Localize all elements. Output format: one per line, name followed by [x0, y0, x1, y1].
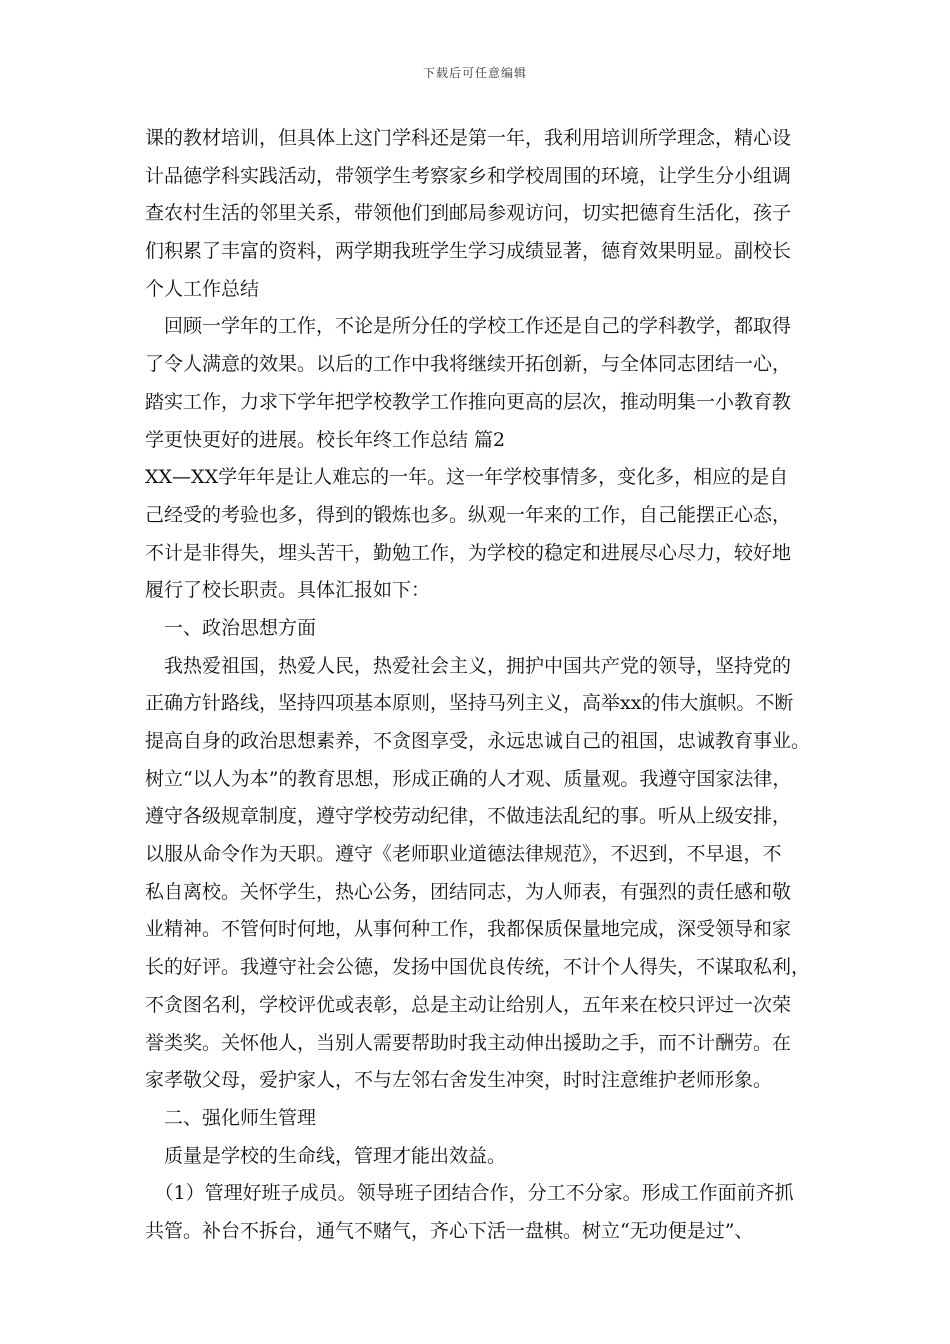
text-line: 学更快更好的进展。校长年终工作总结 篇2 — [145, 428, 506, 451]
text-line: 正确方针路线，坚持四项基本原则，坚持马列主义，高举xx的伟大旗帜。不断 — [145, 692, 794, 715]
text-line: 一、政治思想方面 — [145, 616, 317, 639]
text-line: 二、强化师生管理 — [145, 1106, 317, 1129]
text-line: 了令人满意的效果。以后的工作中我将继续开拓创新，与全体同志团结一心， — [145, 353, 792, 376]
text-line: 遵守各级规章制度，遵守学校劳动纪律，不做违法乱纪的事。听从上级安排， — [145, 805, 792, 828]
text-line: 履行了校长职责。具体汇报如下： — [145, 579, 431, 602]
text-line: 誉类奖。关怀他人，当别人需要帮助时我主动伸出援助之手，而不计酬劳。在 — [145, 1031, 792, 1054]
text-line: 不贪图名利，学校评优或表彰，总是主动让给别人，五年来在校只评过一次荣 — [145, 993, 792, 1016]
text-line: 己经受的考验也多，得到的锻炼也多。纵观一年来的工作，自己能摆正心态， — [145, 503, 792, 526]
text-line: 回顾一学年的工作，不论是所分任的学校工作还是自己的学科教学，都取得 — [145, 315, 792, 338]
text-line: 以服从命令作为天职。遵守《老师职业道德法律规范》，不迟到，不早退，不 — [145, 843, 782, 866]
text-line: 计品德学科实践活动，带领学生考察家乡和学校周围的环境，让学生分小组调 — [145, 164, 792, 187]
text-line: 长的好评。我遵守社会公德，发扬中国优良传统，不计个人得失，不谋取私利， — [145, 956, 811, 979]
text-line: 树立“以人为本”的教育思想，形成正确的人才观、质量观。我遵守国家法律， — [145, 767, 792, 790]
text-line: 不计是非得失，埋头苦干，勤勉工作，为学校的稳定和进展尽心尽力，较好地 — [145, 541, 792, 564]
text-line: 查农村生活的邻里关系，带领他们到邮局参观访问，切实把德育生活化，孩子 — [145, 202, 792, 225]
text-line: （1）管理好班子成员。领导班子团结合作，分工不分家。形成工作面前齐抓 — [145, 1182, 794, 1205]
text-line: 私自离校。关怀学生，热心公务，团结同志，为人师表，有强烈的责任感和敬 — [145, 880, 792, 903]
text-line: XX—XX学年年是让人难忘的一年。这一年学校事情多，变化多，相应的是自 — [145, 466, 789, 489]
text-line: 共管。补台不拆台，通气不赌气，齐心下活一盘棋。树立“无功便是过”、 — [145, 1219, 754, 1242]
text-line: 业精神。不管何时何地，从事何种工作，我都保质保量地完成，深受领导和家 — [145, 918, 792, 941]
text-line: 个人工作总结 — [145, 277, 260, 300]
page-header: 下载后可任意编辑 — [422, 66, 527, 80]
text-line: 们积累了丰富的资料，两学期我班学生学习成绩显著，德育效果明显。副校长 — [145, 240, 792, 263]
text-line: 我热爱祖国，热爱人民，热爱社会主义，拥护中国共产党的领导，坚持党的 — [145, 654, 792, 677]
text-line: 家孝敬父母，爱护家人，不与左邻右舍发生冲突，时时注意维护老师形象。 — [145, 1069, 773, 1092]
text-line: 踏实工作，力求下学年把学校教学工作推向更高的层次，推动明集一小教育教 — [145, 390, 792, 413]
text-line: 课的教材培训，但具体上这门学科还是第一年，我利用培训所学理念，精心设 — [145, 127, 792, 149]
text-line: 质量是学校的生命线，管理才能出效益。 — [145, 1144, 507, 1167]
text-line: 提高自身的政治思想素养，不贪图享受，永远忠诚自己的祖国，忠诚教育事业。 — [145, 730, 811, 752]
document-body — [145, 120, 825, 1251]
